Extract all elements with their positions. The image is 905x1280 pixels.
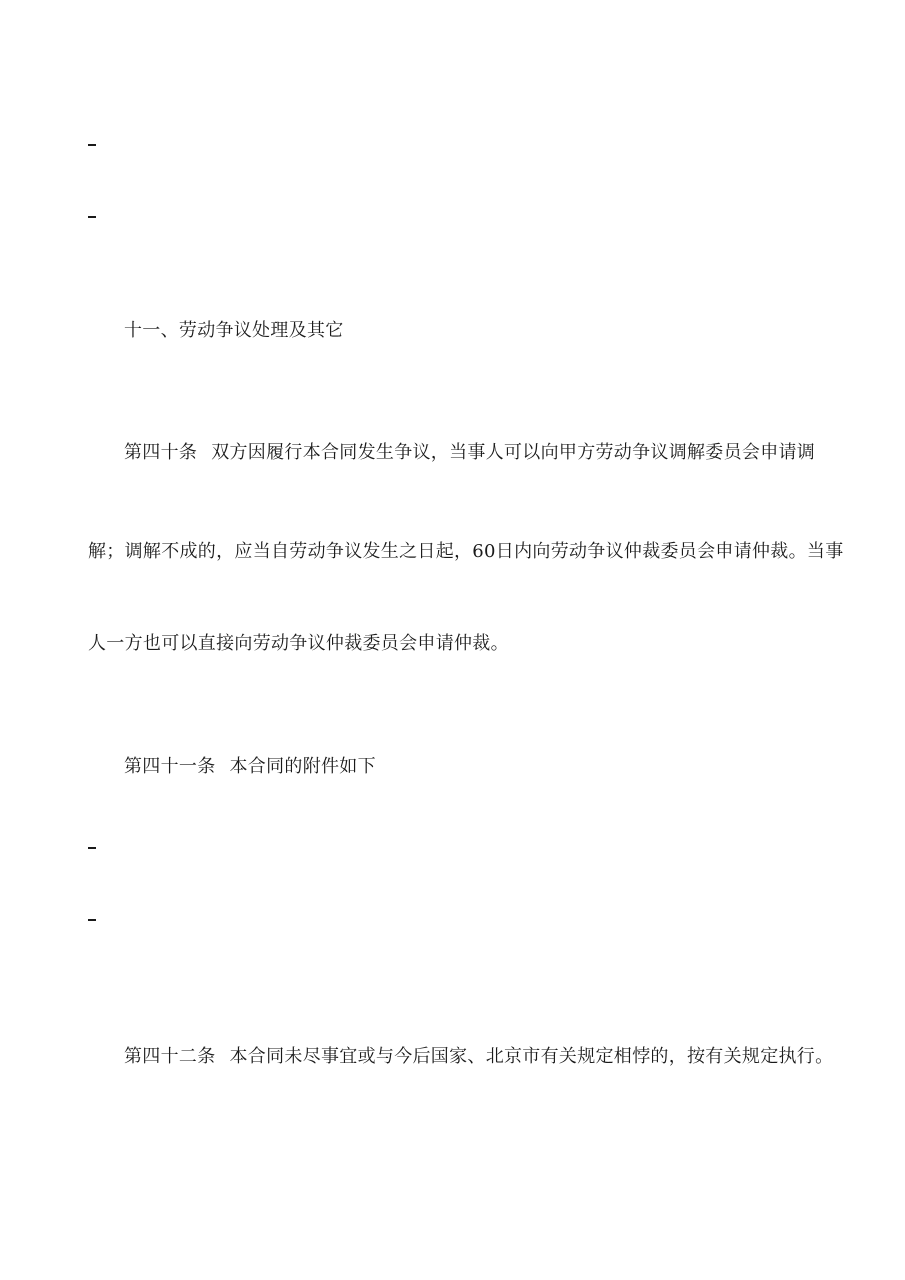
article-40-line-3: 人一方也可以直接向劳动争议仲裁委员会申请仲裁。 <box>88 633 509 654</box>
attachment-blank-mark <box>88 847 96 849</box>
article-40-number: 第四十条 <box>124 442 198 463</box>
article-42 <box>124 1046 833 1068</box>
article-41-text: 本合同的附件如下 <box>229 756 376 777</box>
section-heading: 十一、劳动争议处理及其它 <box>124 320 344 341</box>
article-40-line-2: 解；调解不成的，应当自劳动争议发生之日起，60日内向劳动争议仲裁委员会申请仲裁。当事 <box>88 541 844 562</box>
blank-mark <box>88 144 96 146</box>
article-41-number: 第四十一条 <box>124 756 216 777</box>
article-40-line-1 <box>124 442 815 464</box>
article-41 <box>124 756 376 778</box>
article-42-number: 第四十二条 <box>124 1046 216 1067</box>
article-42-text: 本合同未尽事宜或与今后国家、北京市有关规定相悖的，按有关规定执行。 <box>229 1046 834 1067</box>
article-40-text-1: 双方因履行本合同发生争议，当事人可以向甲方劳动争议调解委员会申请调 <box>211 442 816 463</box>
blank-mark <box>88 216 96 218</box>
attachment-blank-mark <box>88 919 96 921</box>
